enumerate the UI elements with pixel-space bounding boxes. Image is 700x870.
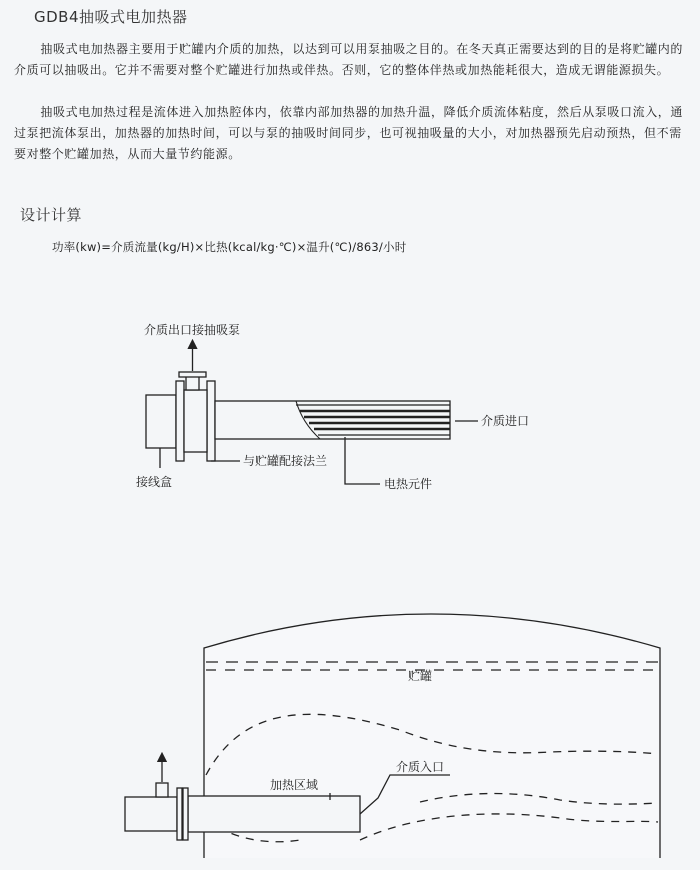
tank-diagram — [125, 614, 660, 858]
design-heading: 设计计算 — [20, 206, 83, 224]
zone-label: 加热区域 — [270, 778, 319, 792]
flange-label: 与贮罐配接法兰 — [243, 454, 328, 468]
power-formula: 功率(kw)=介质流量(kg/H)×比热(kcal/kg·℃)×温升(℃)/863/小时 — [52, 240, 407, 254]
heater-tube — [215, 401, 450, 439]
tank-label: 贮罐 — [408, 669, 433, 683]
outlet-label: 介质出口接抽吸泵 — [144, 323, 241, 337]
outlet-flange — [179, 372, 206, 377]
tank-flange — [207, 381, 215, 461]
tank-junction-box — [125, 797, 177, 831]
outlet-pipe — [186, 376, 199, 390]
heater-body — [184, 390, 207, 452]
intro-paragraph: 抽吸式电加热器主要用于贮罐内介质的加热，以达到可以用泵抽吸之目的。在冬天真正需要达到的目的是将贮罐内的介质可以抽吸出。它并不需要对整个贮罐进行加热或伴热。否则，它的整体伴热或加热能耗很大，造成无谓能源损失。 — [14, 42, 683, 77]
process-paragraph: 抽吸式电加热过程是流体进入加热腔体内，依靠内部加热器的加热升温，降低介质流体粘度，然后从泵吸口流入，通过泵把流体泵出，加热器的加热时间，可以与泵的抽吸时间同步，也可视抽吸量的大小，对加热器预先启动预热，但不需要对整个贮罐加热，从而大量节约能源。 — [14, 105, 683, 161]
left-flange — [176, 381, 184, 461]
junction-box — [146, 395, 176, 448]
junction-box-label: 接线盒 — [136, 475, 173, 489]
element-label: 电热元件 — [384, 477, 433, 491]
document-title: GDB4抽吸式电加热器 — [34, 8, 188, 26]
inlet-label: 介质进口 — [481, 414, 530, 428]
tank-heater-tube — [188, 796, 360, 832]
tank-inlet-label: 介质入口 — [396, 760, 445, 774]
